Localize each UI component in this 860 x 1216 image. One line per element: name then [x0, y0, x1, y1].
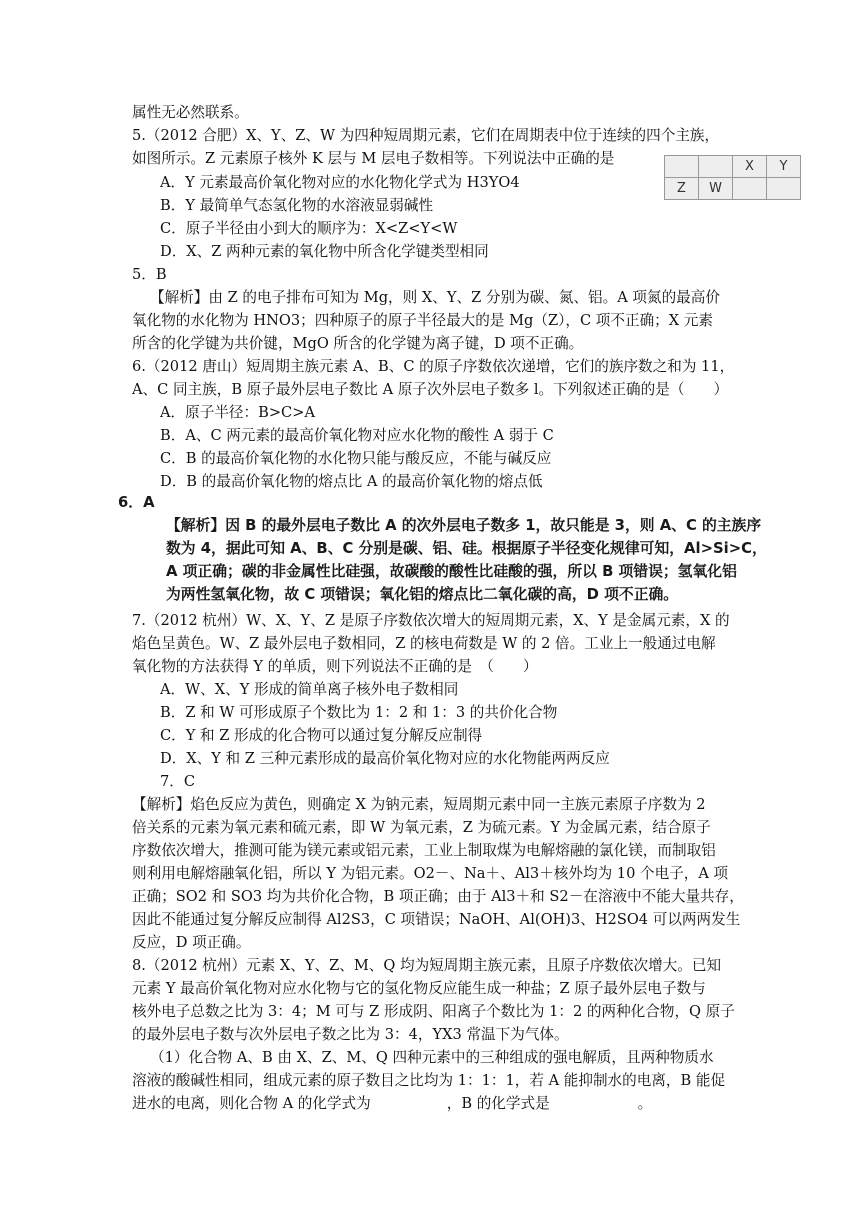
text-segment: ，B 的化学式是	[446, 1095, 550, 1112]
text-line: 氧化物的方法获得 Y 的单质，则下列说法不正确的是 （ ）	[132, 658, 538, 675]
option-d: D．B 的最高价氧化物的熔点比 A 的最高价氧化物的熔点低	[160, 473, 543, 490]
table-cell: Y	[767, 156, 801, 178]
text-line: 溶液的酸碱性相同，组成元素的原子数目之比均为 1：1：1，若 A 能抑制水的电离，B 能促	[132, 1072, 726, 1089]
question-6-stem: 6.（2012 唐山）短周期主族元素 A、B、C 的原子序数依次递增，它们的族序数之和为 11，	[132, 358, 735, 375]
option-c: C．B 的最高价氧化物的水化物只能与酸反应，不能与碱反应	[160, 450, 552, 467]
text-line: 元素 Y 最高价氧化物对应水化物与它的氢化物反应能生成一种盐；Z 原子最外层电子数与	[132, 980, 706, 997]
text-line: 正确；SO2 和 SO3 均为共价化合物，B 项正确；由于 Al3＋和 S2－在溶液中不能大量共存，	[132, 888, 744, 905]
table-cell: Z	[665, 178, 699, 200]
table-cell	[767, 178, 801, 200]
analysis-6: 【解析】因 B 的最外层电子数比 A 的次外层电子数多 1，故只能是 3，则 A、C 的主族序	[166, 517, 762, 534]
text-line: 反应，D 项正确。	[132, 934, 251, 951]
text-line: A、C 同主族，B 原子最外层电子数比 A 原子次外层电子数多 l。下列叙述正确的是（ ）	[132, 381, 729, 398]
text-line: 的最外层电子数与次外层电子数之比为 3：4，YX3 常温下为气体。	[132, 1026, 569, 1043]
option-a: A．原子半径：B>C>A	[160, 404, 315, 421]
table-cell: W	[699, 178, 733, 200]
text-line: 属性无必然联系。	[132, 104, 249, 121]
analysis-7: 【解析】焰色反应为黄色，则确定 X 为钠元素，短周期元素中同一主族元素原子序数为 2	[132, 796, 706, 813]
text-line: 如图所示。Z 元素原子核外 K 层与 M 层电子数相等。下列说法中正确的是	[132, 150, 615, 167]
option-d: D．X、Y 和 Z 三种元素形成的最高价氧化物对应的水化物能两两反应	[160, 750, 610, 767]
option-a: A．Y 元素最高价氧化物对应的水化物化学式为 H3YO4	[160, 174, 520, 191]
text-line: 核外电子总数之比为 3：4；M 可与 Z 形成阴、阳离子个数比为 1：2 的两种化合物，Q 原子	[132, 1003, 735, 1020]
option-b: B．A、C 两元素的最高价氧化物对应水化物的酸性 A 弱于 C	[160, 427, 554, 444]
text-line: 氧化物的水化物为 HNO3；四种原子的原子半径最大的是 Mg（Z），C 项不正确；X 元素	[132, 312, 713, 329]
table-cell: X	[733, 156, 767, 178]
question-8-stem: 8.（2012 杭州）元素 X、Y、Z、M、Q 均为短周期主族元素，且原子序数依次增大。已知	[132, 957, 722, 974]
answer-7: 7．C	[160, 773, 196, 790]
option-a: A．W、X、Y 形成的简单离子核外电子数相同	[160, 681, 459, 698]
text-line: 因此不能通过复分解反应制得 Al2S3，C 项错误；NaOH、Al(OH)3、H2SO4 可以两两发生	[132, 911, 741, 928]
text-line: 倍关系的元素为氧元素和硫元素，即 W 为氧元素，Z 为硫元素。Y 为金属元素，结合原子	[132, 819, 711, 836]
option-d: D．X、Z 两种元素的氧化物中所含化学键类型相同	[160, 243, 489, 260]
option-b: B．Z 和 W 可形成原子个数比为 1：2 和 1：3 的共价化合物	[160, 704, 558, 721]
text-line: A 项正确；碳的非金属性比硅强，故碳酸的酸性比硅酸的强，所以 B 项错误；氢氧化铝	[166, 563, 737, 580]
option-c: C．Y 和 Z 形成的化合物可以通过复分解反应制得	[160, 727, 483, 744]
analysis-5: 【解析】由 Z 的电子排布可知为 Mg，则 X、Y、Z 分别为碳、氮、铝。A 项氮的最高价	[150, 289, 720, 306]
text-line: 所含的化学键为共价键，MgO 所含的化学键为离子键，D 项不正确。	[132, 335, 584, 352]
option-c: C．原子半径由小到大的顺序为：X<Z<Y<W	[160, 220, 458, 237]
text-line-with-blanks	[132, 1093, 732, 1115]
text-line: 数为 4，据此可知 A、B、C 分别是碳、铝、硅。根据原子半径变化规律可知，Al>Si>C，	[166, 540, 767, 557]
option-b: B．Y 最简单气态氢化物的水溶液显弱碱性	[160, 197, 434, 214]
question-7-stem: 7.（2012 杭州）W、X、Y、Z 是原子序数依次增大的短周期元素，X、Y 是金属元素，X 的	[132, 612, 730, 629]
text-line: 焰色呈黄色。W、Z 最外层电子数相同，Z 的核电荷数是 W 的 2 倍。工业上一般通过电解	[132, 635, 716, 652]
text-line: 序数依次增大，推测可能为镁元素或铝元素，工业上制取煤为电解熔融的氯化镁，而制取铝	[132, 842, 716, 859]
text-segment: 进水的电离，则化合物 A 的化学式为	[132, 1095, 371, 1112]
answer-5: 5．B	[132, 266, 167, 283]
sub-question-1: （1）化合物 A、B 由 X、Z、M、Q 四种元素中的三种组成的强电解质，且两种物质水	[150, 1049, 714, 1066]
text-line: 则利用电解熔融氧化铝，所以 Y 为铝元素。O2－、Na＋、Al3＋核外均为 10 个电子，A 项	[132, 865, 729, 882]
question-5-stem: 5.（2012 合肥）X、Y、Z、W 为四种短周期元素，它们在周期表中位于连续的四个主族，	[132, 127, 720, 144]
answer-6: 6．A	[118, 494, 155, 511]
text-segment: 。	[637, 1095, 653, 1112]
text-line: 为两性氢氧化物，故 C 项错误；氧化铝的熔点比二氧化碳的高，D 项不正确。	[166, 586, 679, 603]
